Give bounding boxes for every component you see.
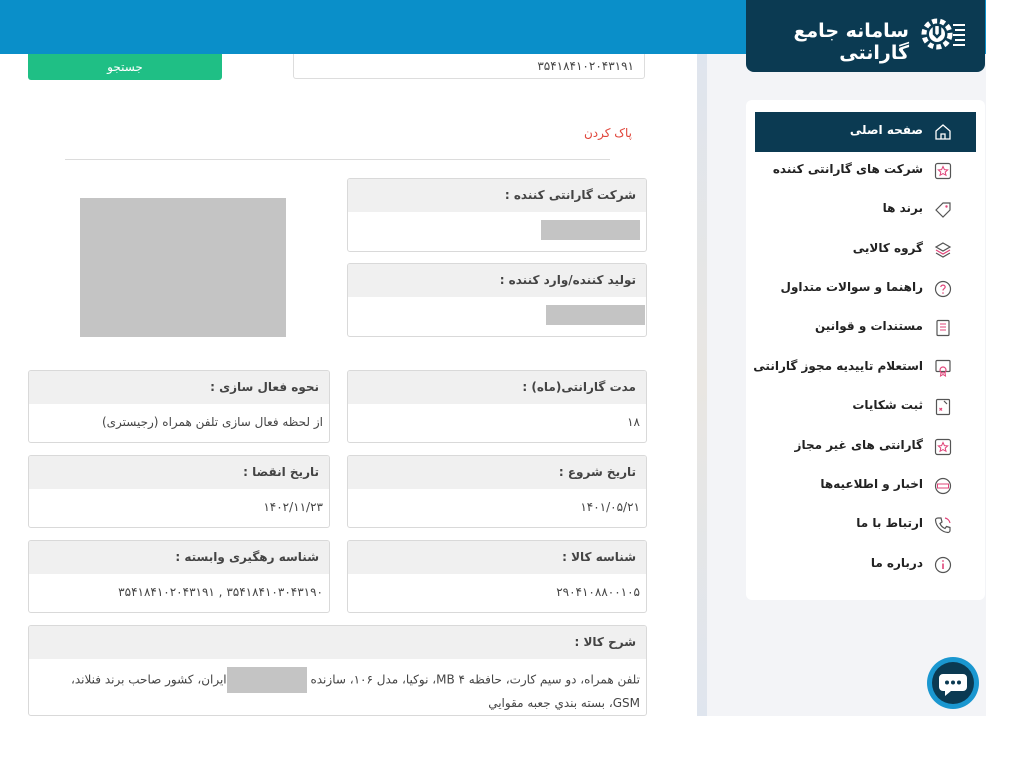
start-date-value: ۱۴۰۱/۰۵/۲۱ xyxy=(580,500,640,514)
product-id-value: ۲۹۰۴۱۰۸۸۰۰۱۰۵ xyxy=(556,585,640,599)
nav-item-home[interactable] xyxy=(755,112,976,152)
tracking-id-value: ۳۵۴۱۸۴۱۰۳۰۴۳۱۹۰ , ۳۵۴۱۸۴۱۰۲۰۴۳۱۹۱ xyxy=(118,585,323,599)
start-date-field xyxy=(347,455,647,528)
guarantor-label: شرکت گارانتی کننده : xyxy=(348,179,646,212)
search-input[interactable] xyxy=(293,54,645,79)
nav-item-brands[interactable] xyxy=(755,190,976,230)
brand-logo-area[interactable] xyxy=(746,0,985,72)
tag-icon xyxy=(934,201,952,219)
badge-icon xyxy=(934,438,952,456)
phone-icon xyxy=(934,516,952,534)
complaint-icon xyxy=(934,398,952,416)
chat-button[interactable] xyxy=(927,657,979,709)
warranty-period-label: مدت گارانتی(ماه) : xyxy=(348,371,646,404)
nav-label-unauthorized-warranties: گارانتی های غیر مجاز xyxy=(794,438,923,452)
nav-label-faq: راهنما و سوالات متداول xyxy=(780,280,923,294)
activation-label: نحوه فعال سازی : xyxy=(29,371,329,404)
expiry-date-value: ۱۴۰۲/۱۱/۲۳ xyxy=(263,500,323,514)
nav-label-certificate-inquiry: استعلام تاییدیه مجوز گارانتی xyxy=(753,359,923,373)
nav-label-about: درباره ما xyxy=(870,556,923,570)
gear-wrench-logo-icon xyxy=(917,12,969,58)
producer-value xyxy=(348,297,646,331)
start-date-label: تاریخ شروع : xyxy=(348,456,646,489)
redacted-block xyxy=(227,667,307,693)
tracking-id-field xyxy=(28,540,330,613)
nav-item-faq[interactable] xyxy=(755,269,976,309)
info-icon xyxy=(934,556,952,574)
description-field xyxy=(28,625,647,716)
expiry-date-field xyxy=(28,455,330,528)
nav-item-unauthorized-warranties[interactable] xyxy=(755,427,976,467)
certificate-icon xyxy=(934,359,952,377)
description-text-part-b: ایران، کشور صاحب برند فنلاند، GSM، بسته بندي جعبه مقوايي xyxy=(70,672,640,710)
nav-item-product-group[interactable] xyxy=(755,230,976,270)
nav-item-documents[interactable] xyxy=(755,308,976,348)
nav-item-complaints[interactable] xyxy=(755,387,976,427)
layers-icon xyxy=(934,241,952,259)
nav-label-complaints: ثبت شکایات xyxy=(852,398,923,412)
guarantor-value xyxy=(348,212,646,246)
nav-label-documents: مستندات و قوانین xyxy=(814,319,923,333)
product-image xyxy=(80,198,286,337)
nav-item-about[interactable] xyxy=(755,545,976,585)
nav-label-contact: ارتباط با ما xyxy=(856,516,923,530)
nav-item-guarantor-companies[interactable] xyxy=(755,151,976,191)
nav-item-certificate-inquiry[interactable] xyxy=(755,348,976,388)
brand-title: سامانه جامع گارانتی xyxy=(793,20,909,64)
redacted-block xyxy=(541,220,640,240)
producer-field xyxy=(347,263,647,337)
activation-value: از لحظه فعال سازی تلفن همراه (رجیستری) xyxy=(101,415,323,429)
product-id-label: شناسه کالا : xyxy=(348,541,646,574)
main-content xyxy=(0,54,697,716)
nav-item-contact[interactable] xyxy=(755,505,976,545)
tracking-id-label: شناسه رهگیری وابسته : xyxy=(29,541,329,574)
clear-link[interactable]: پاک کردن xyxy=(583,126,632,140)
divider xyxy=(65,159,610,160)
nav-label-news: اخبار و اطلاعیه‌ها xyxy=(820,477,923,491)
product-id-field xyxy=(347,540,647,613)
nav-label-home: صفحه اصلی xyxy=(849,123,923,137)
guarantor-field xyxy=(347,178,647,252)
sidebar-nav xyxy=(746,100,985,600)
nav-label-brands: برند ها xyxy=(882,201,923,215)
question-icon xyxy=(934,280,952,298)
warranty-period-value: ۱۸ xyxy=(627,415,640,429)
expiry-date-label: تاریخ انقضا : xyxy=(29,456,329,489)
description-label: شرح کالا : xyxy=(29,626,646,659)
search-button[interactable]: جستجو xyxy=(28,54,222,80)
activation-field xyxy=(28,370,330,443)
description-value xyxy=(29,659,646,713)
nav-label-product-group: گروه کالایی xyxy=(852,241,923,255)
news-icon xyxy=(934,477,952,495)
chat-icon xyxy=(927,657,979,709)
decorative-strip xyxy=(697,54,707,716)
warranty-period-field xyxy=(347,370,647,443)
nav-label-guarantor-companies: شرکت های گارانتی کننده xyxy=(772,162,923,176)
producer-label: تولید کننده/وارد کننده : xyxy=(348,264,646,297)
document-icon xyxy=(934,319,952,337)
badge-icon xyxy=(934,162,952,180)
nav-item-news[interactable] xyxy=(755,466,976,506)
redacted-block xyxy=(546,305,645,325)
description-text-part-a: تلفن همراه، دو سیم کارت، حافظه ۴ MB، نوکیا، مدل ۱۰۶، سازنده xyxy=(306,672,640,687)
home-icon xyxy=(934,123,952,141)
